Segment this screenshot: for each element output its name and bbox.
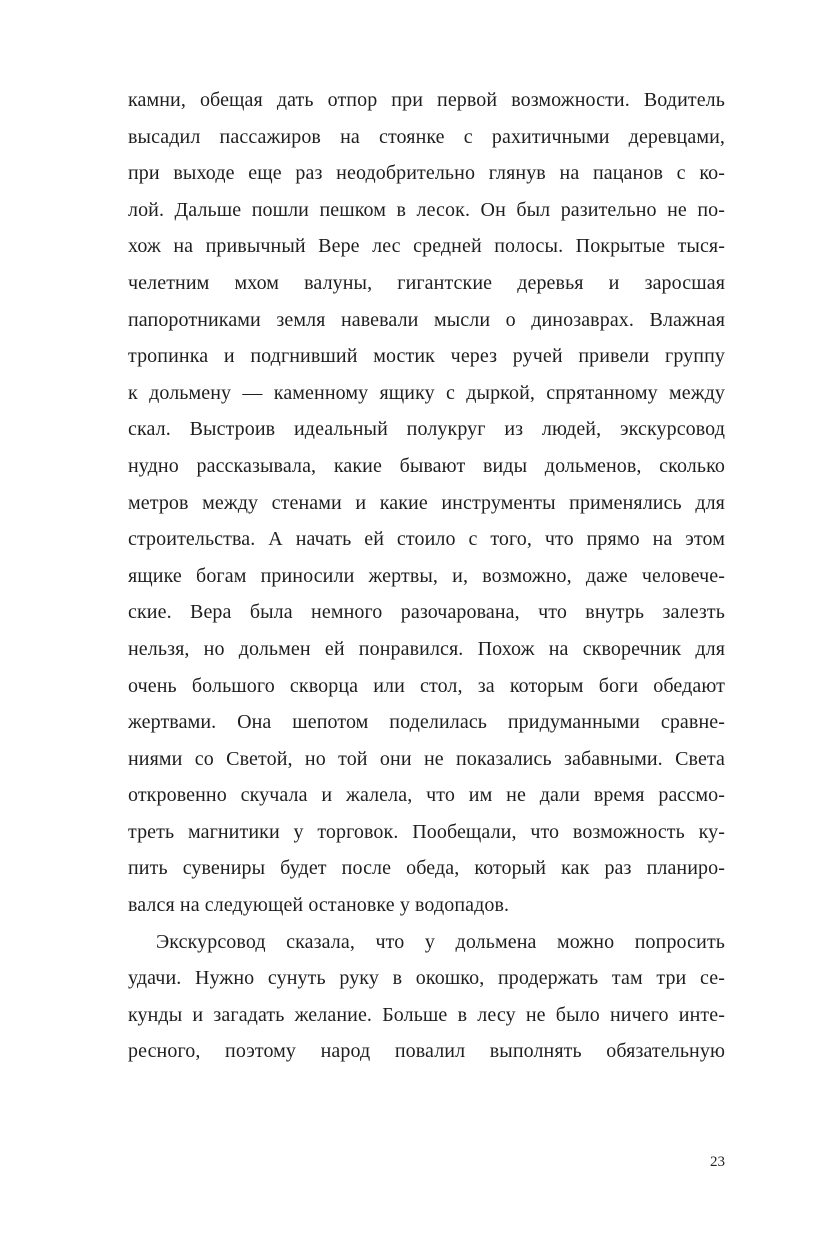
text-line: треть магнитики у торговок. Пообещали, что возможность ку- [128,820,725,843]
text-line: ские. Вера была немного разочарована, что внутрь залезть [128,601,725,624]
text-line: ящике богам приносили жертвы, и, возможно, даже человече- [128,564,725,587]
book-page [128,82,725,1070]
paragraph [128,82,725,924]
text-line: высадил пассажиров на стоянке с рахитичными деревцами, [128,125,725,148]
paragraph [128,924,725,1070]
text-line: Экскурсовод сказала, что у дольмена можно попросить [156,930,725,953]
text-line: камни, обещая дать отпор при первой возможности. Водитель [128,89,725,111]
text-line: метров между стенами и какие инструменты применялись для [128,491,725,514]
text-line: нельзя, но дольмен ей понравился. Похож на скворечник для [128,637,725,660]
text-line: лой. Дальше пошли пешком в лесок. Он был разительно не по- [128,198,725,221]
text-line: жертвами. Она шепотом поделилась придуманными сравне- [128,711,725,734]
text-line: тропинка и подгнивший мостик через ручей привели группу [128,345,725,368]
text-line: ниями со Светой, но той они не показались забавными. Света [128,747,725,770]
text-line: хож на привычный Вере лес средней полосы. Покрытые тыся- [128,235,725,258]
text-line: папоротниками земля навевали мысли о динозаврах. Влажная [128,308,725,331]
text-line: нудно рассказывала, какие бывают виды дольменов, сколько [128,454,725,477]
text-line: при выходе еще раз неодобрительно глянув на пацанов с ко- [128,162,725,185]
text-line: строительства. А начать ей стоило с того, что прямо на этом [128,528,725,551]
text-line: очень большого скворца или стол, за которым боги обедают [128,674,725,697]
text-line: откровенно скучала и жалела, что им не дали время рассмо- [128,784,725,807]
page-number: 23 [710,1154,725,1170]
text-line: к дольмену — каменному ящику с дыркой, спрятанному между [128,381,725,404]
text-line: удачи. Нужно сунуть руку в окошко, продержать там три се- [128,967,725,990]
text-line: ресного, поэтому народ повалил выполнять обязательную [128,1040,725,1063]
text-line: челетним мхом валуны, гигантские деревья и заросшая [128,271,725,294]
text-line: вался на следующей остановке у водопадов. [128,894,510,917]
page-text [128,82,725,1070]
text-line: кунды и загадать желание. Больше в лесу не было ничего инте- [128,1003,725,1026]
text-line: скал. Выстроив идеальный полукруг из людей, экскурсовод [128,418,725,441]
text-line: пить сувениры будет после обеда, который как раз планиро- [128,857,725,880]
